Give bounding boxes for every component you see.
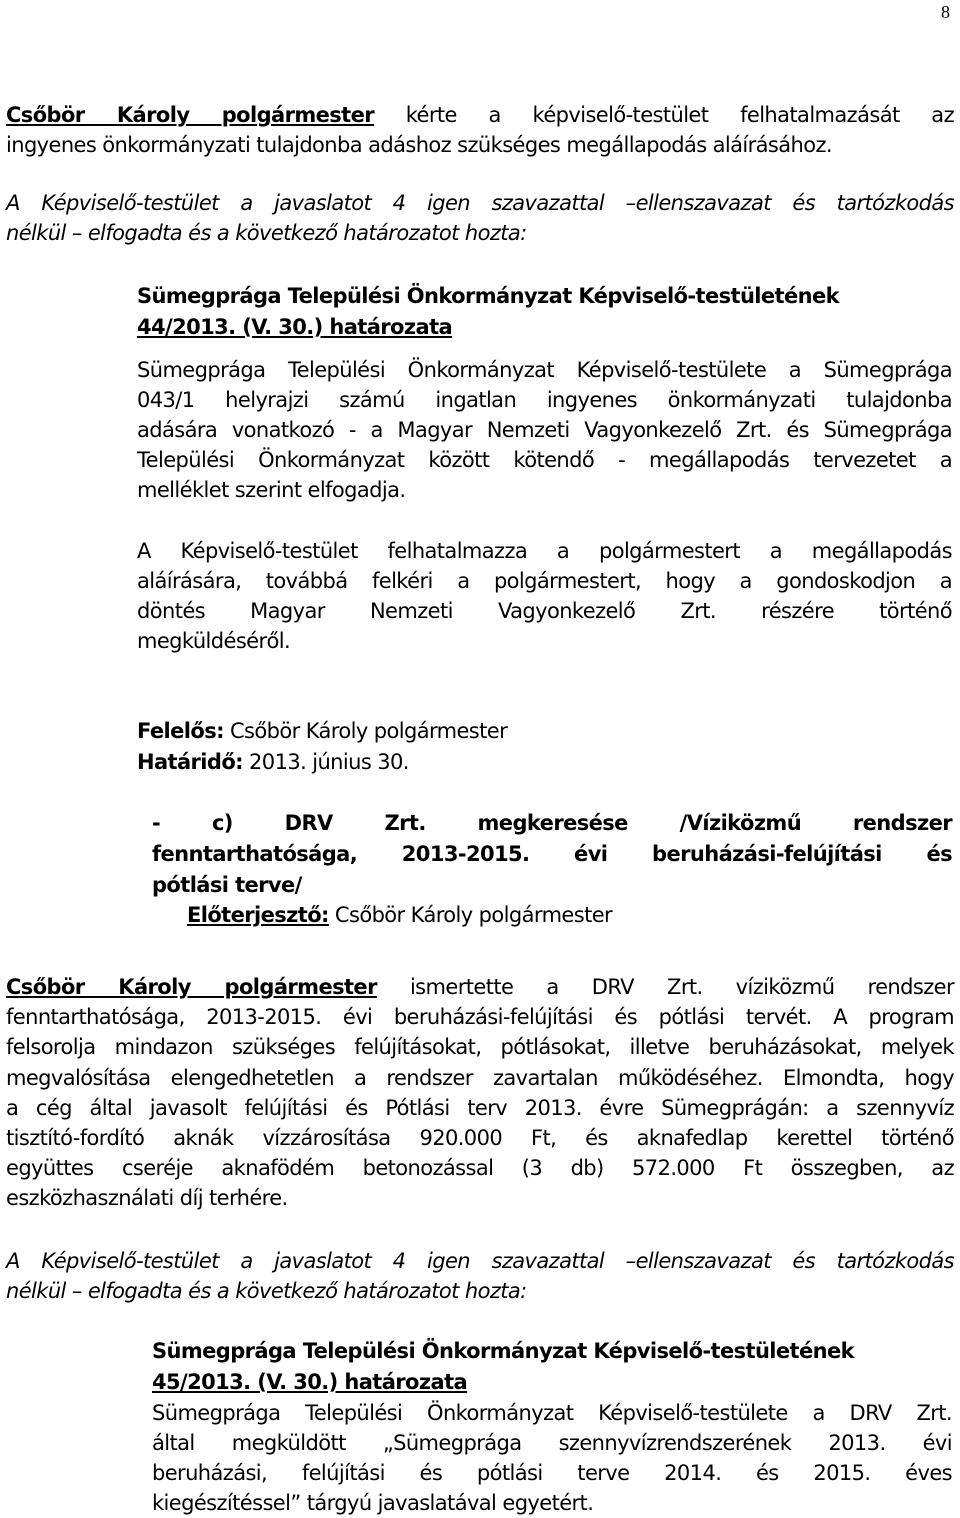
- resolution-44-body-line: adására vonatkozó - a Magyar Nemzeti Vagyonkezelő Zrt. és Sümegprága: [137, 418, 952, 442]
- speaker-name-2: Csőbör Károly polgármester: [6, 975, 377, 999]
- resolution-44-body-line: melléklet szerint elfogadja.: [137, 478, 406, 502]
- resolution-45-body-line: kiegészítéssel” tárgyú javaslatával egyetért.: [152, 1491, 594, 1515]
- resolution-44-body-2-line: döntés Magyar Nemzeti Vagyonkezelő Zrt. részére történő: [137, 599, 952, 623]
- resolution-44-body-2: [137, 536, 952, 656]
- resolution-45-number: 45/2013. (V. 30.) határozata: [152, 1370, 468, 1394]
- vote-paragraph-2: [6, 1246, 954, 1306]
- report-line: együttes cseréje aknafödém betonozással (3 db) 572.000 Ft összegben, az: [6, 1156, 954, 1181]
- resolution-45-body: [152, 1398, 952, 1518]
- report-line: megvalósítása elengedhetetlen a rendszer zavartalan működéséhez. Elmondta, hogy: [6, 1065, 954, 1090]
- deadline-line: [137, 747, 737, 778]
- responsible-line: [137, 716, 737, 747]
- vote-1-line-1: A Képviselő-testület a javaslatot 4 igen szavazattal –ellenszavazat és tartózkodás: [6, 191, 954, 215]
- intro-paragraph: [6, 100, 954, 160]
- vote-paragraph-1: [6, 188, 954, 248]
- vote-1-line-2: nélkül – elfogadta és a következő határozatot hozta:: [6, 221, 527, 245]
- resolution-44-body: [137, 355, 952, 505]
- vote-2-line-2: nélkül – elfogadta és a következő határozatot hozta:: [6, 1279, 527, 1303]
- agenda-item-c: [152, 808, 952, 901]
- resolution-44-body-2-line: aláírására, továbbá felkéri a polgármestert, hogy a gondoskodjon a: [137, 569, 952, 593]
- resolution-44-body-line: Sümegprága Települési Önkormányzat Képviselő-testülete a Sümegprága: [137, 358, 952, 382]
- resolution-44-body-line: Települési Önkormányzat között kötendő - megállapodás tervezetet a: [137, 448, 952, 472]
- presenter-value: Csőbör Károly polgármester: [328, 903, 613, 927]
- agenda-c-presenter: [187, 900, 887, 931]
- speaker-name: Csőbör Károly polgármester: [6, 103, 375, 127]
- intro-line-1: Csőbör Károly polgármester kérte a képviselő-testület felhatalmazását az: [6, 103, 954, 127]
- report-line: felsorolja mindazon szükséges felújításokat, pótlásokat, illetve beruházásokat, melyek: [6, 1035, 954, 1060]
- resolution-44-number: 44/2013. (V. 30.) határozata: [137, 315, 453, 339]
- responsibility-block: [137, 716, 737, 778]
- responsible-label: Felelős:: [137, 719, 224, 743]
- presenter-line: [187, 900, 887, 931]
- resolution-44-body-2-line: A Képviselő-testület felhatalmazza a polgármestert a megállapodás: [137, 539, 952, 563]
- report-line: eszközhasználati díj terhére.: [6, 1186, 288, 1211]
- resolution-44-body-line: 043/1 helyrajzi számú ingatlan ingyenes önkormányzati tulajdonba: [137, 388, 952, 412]
- resolution-45-heading-line-1: Sümegprága Települési Önkormányzat Képviselő-testületének: [152, 1339, 854, 1363]
- vote-2-line-1: A Képviselő-testület a javaslatot 4 igen szavazattal –ellenszavazat és tartózkodás: [6, 1249, 954, 1273]
- resolution-44-heading: [137, 281, 927, 343]
- resolution-44-heading-line-1: Sümegprága Települési Önkormányzat Képviselő-testületének: [137, 284, 839, 308]
- resolution-44-body-2-line: megküldéséről.: [137, 629, 291, 653]
- resolution-45-heading: [152, 1336, 942, 1398]
- report-line: tisztító-fordító aknák vízzárosítása 920.000 Ft, és aknafedlap kerettel történő: [6, 1126, 954, 1151]
- agenda-c-line-1: - c) DRV Zrt. megkeresése /Víziközmű rendszer: [152, 811, 952, 835]
- report-line: fenntarthatósága, 2013-2015. évi beruházási-felújítási és pótlási tervét. A program: [6, 1005, 954, 1030]
- resolution-45-body-line: által megküldött „Sümegprága szennyvízrendszerének 2013. évi: [152, 1431, 952, 1455]
- resolution-45-body-line: Sümegprága Települési Önkormányzat Képviselő-testülete a DRV Zrt.: [152, 1401, 952, 1425]
- report-line: a cég által javasolt felújítási és Pótlási terv 2013. évre Sümegprágán: a szennyvíz: [6, 1095, 954, 1120]
- resolution-45-body-line: beruházási, felújítási és pótlási terve 2014. és 2015. éves: [152, 1461, 952, 1485]
- report-line-1: Csőbör Károly polgármester ismertette a DRV Zrt. víziközmű rendszer: [6, 975, 954, 999]
- page-number: 8: [941, 2, 950, 22]
- agenda-c-line-2: fenntarthatósága, 2013-2015. évi beruházási-felújítási és: [152, 842, 952, 866]
- deadline-value: 2013. június 30.: [242, 750, 409, 774]
- agenda-c-line-3: pótlási terve/: [152, 873, 302, 897]
- report-paragraph: [6, 972, 954, 1214]
- deadline-label: Határidő:: [137, 750, 243, 774]
- intro-line-2: ingyenes önkormányzati tulajdonba adáshoz szükséges megállapodás aláírásához.: [6, 133, 832, 157]
- responsible-value: Csőbör Károly polgármester: [223, 719, 508, 743]
- presenter-label: Előterjesztő:: [187, 903, 329, 927]
